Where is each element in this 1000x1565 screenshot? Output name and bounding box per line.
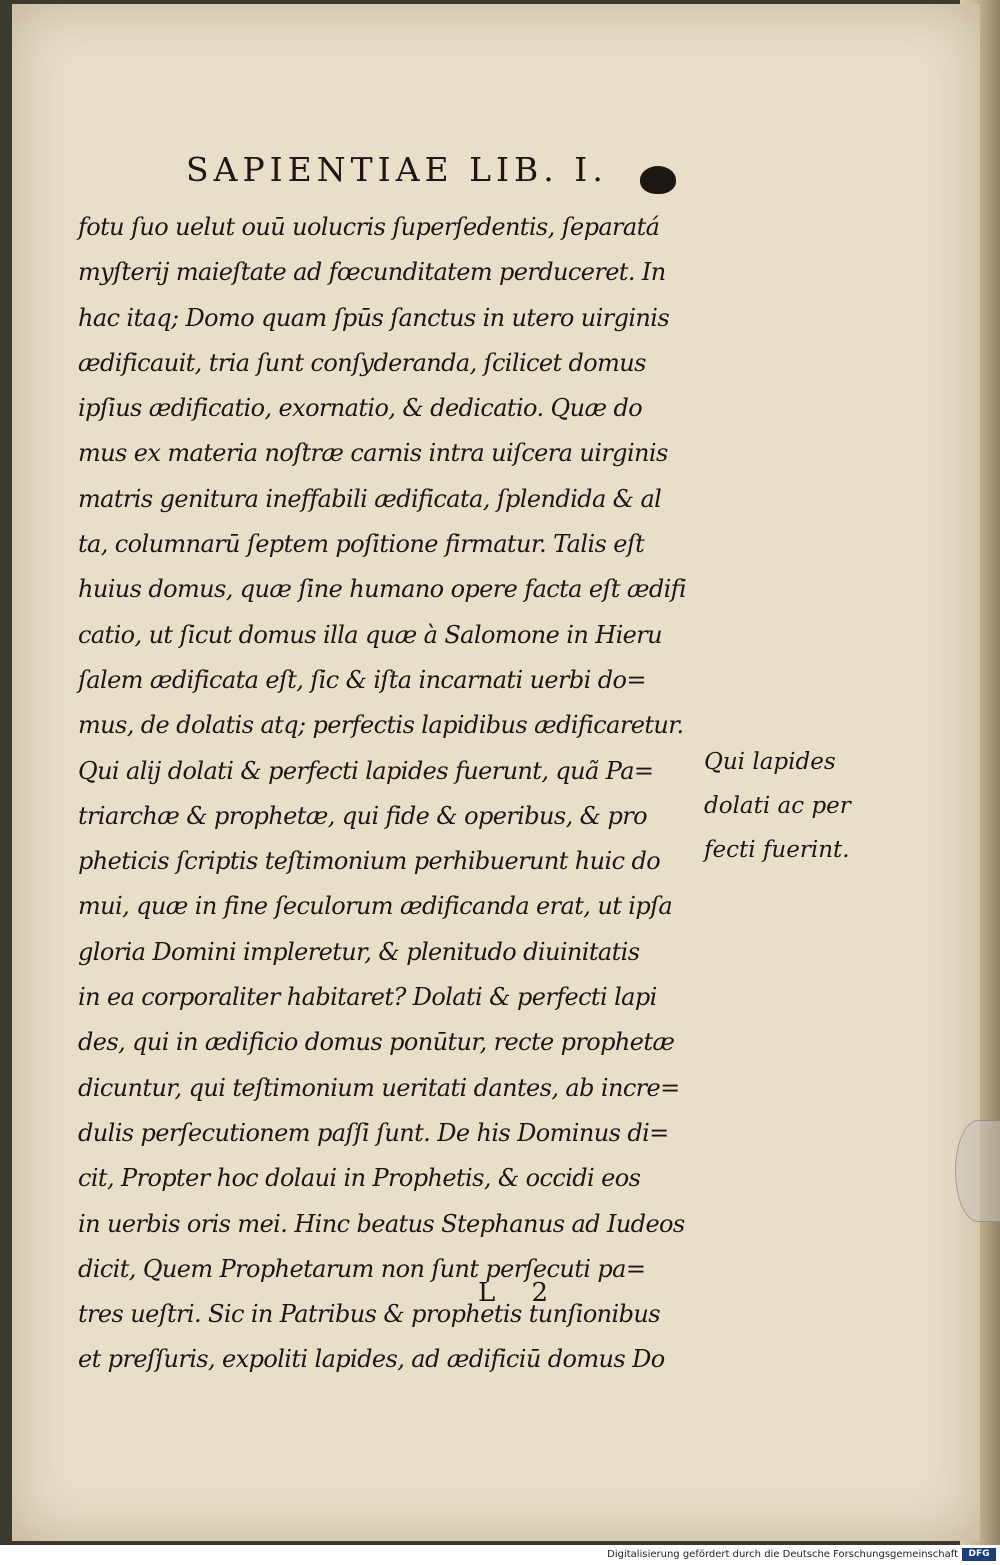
text-line: ipſius ædificatio, exornatio, & dedicatio. Quæ do (78, 394, 643, 423)
text-line: ſalem ædificata eſt, ſic & iſta incarnati uerbi do= (78, 665, 646, 694)
text-line: ta, columnarū ſeptem poſitione firmatur. Talis eſt (78, 530, 645, 559)
text-line: mui, quæ in fine ſeculorum ædificanda erat, ut ipſa (78, 892, 673, 921)
margin-note (704, 740, 884, 872)
text-line: hac itaq; Domo quam ſpūs ſanctus in utero uirginis (78, 303, 670, 332)
text-line: in ea corporaliter habitaret? Dolati & perfecti lapi (78, 983, 657, 1012)
text-line: fotu ſuo uelut ouū uolucris ſuperſedentis, ſeparatá (78, 213, 660, 241)
footer-credit: Digitalisierung gefördert durch die Deutsche Forschungsgemeinschaft (607, 1549, 958, 1560)
text-line: triarchæ & prophetæ, qui fide & operibus, & pro (78, 801, 647, 830)
signature-mark: L 2 (478, 1278, 563, 1308)
text-line: cit, Propter hoc dolaui in Prophetis, & occidi eos (78, 1164, 641, 1193)
text-line: matris genitura ineffabili ædificata, ſplendida & al (78, 484, 662, 513)
running-title: SAPIENTIAE LIB. I. (186, 150, 608, 189)
text-line: in uerbis oris mei. Hinc beatus Stephanus ad Iudeos (78, 1209, 685, 1238)
text-line: pheticis ſcriptis teſtimonium perhibuerunt huic do (78, 847, 661, 876)
dfg-logo-icon: DFG (962, 1548, 996, 1561)
text-line: myſterij maieſtate ad fœcunditatem perduceret. In (78, 258, 666, 287)
text-line: tres ueſtri. Sic in Patribus & prophetis tunſionibus (78, 1300, 660, 1329)
text-line: ædificauit, tria ſunt conſyderanda, ſcilicet domus (78, 348, 646, 377)
text-line: gloria Domini impleretur, & plenitudo diuinitatis (78, 937, 640, 966)
page-clip (955, 1120, 1000, 1222)
text-line: catio, ut ſicut domus illa quæ à Salomone in Hieru (78, 620, 662, 649)
margin-note-line: dolati ac per (704, 793, 851, 819)
text-line: dulis perſecutionem paſſi ſunt. De his Dominus di= (78, 1118, 669, 1147)
text-line: et preſſuris, expoliti lapides, ad ædificiū domus Do (78, 1345, 665, 1374)
margin-note-line: Qui lapides (704, 749, 836, 775)
text-line: dicuntur, qui teſtimonium ueritati dantes, ab incre= (78, 1073, 680, 1102)
text-line: mus, de dolatis atq; perfectis lapidibus ædificaretur. (78, 711, 684, 740)
ornament-icon (640, 166, 676, 194)
margin-note-line: fecti fuerint. (704, 837, 850, 863)
text-line: dicit, Quem Prophetarum non ſunt perſecuti pa= (78, 1254, 646, 1283)
text-line: huius domus, quæ ſine humano opere facta eſt ædifi (78, 575, 687, 604)
text-line: des, qui in ædificio domus ponūtur, recte prophetæ (78, 1028, 675, 1057)
body-text (78, 205, 718, 1383)
text-line: mus ex materia noſtræ carnis intra uiſcera uirginis (78, 439, 668, 468)
text-line: Qui alij dolati & perfecti lapides fuerunt, quã Pa= (78, 756, 654, 785)
